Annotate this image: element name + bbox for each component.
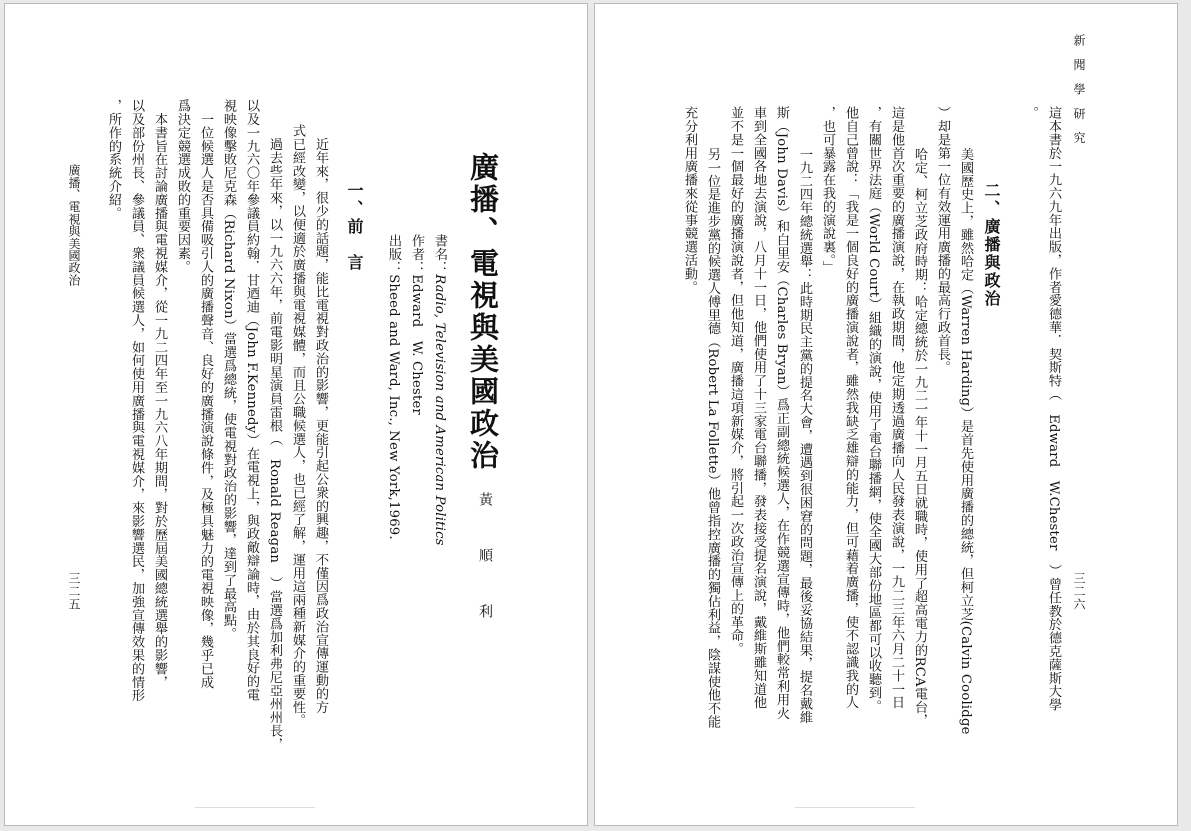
body-line: 哈定、柯立芝政府時期：哈定總統於一九二一年十一月五日就職時，使用了超高電力的RCA電台， xyxy=(912,134,927,727)
body-line: ）却是第一位有效運用廣播的最高行政首長。 xyxy=(935,106,950,374)
book-review-title: 廣播、電視與美國政治 xyxy=(466,152,500,472)
body-line: ，所作的系統介紹。 xyxy=(106,99,121,220)
body-line: 過去些年來，以一九六六年，前電影明星演員雷根（ Ronald Reagan ）當選爲加利弗尼亞州州長， xyxy=(267,124,282,751)
bib-book-title xyxy=(433,234,446,546)
body-line: 近年來，很少的話題，能比電視對政治的影響，更能引起公衆的興趣，不僅因爲政治宣傳運動的方 xyxy=(313,124,328,714)
body-line: 。 xyxy=(1023,106,1038,120)
body-line: ，也可暴露在我的演說裏。」 xyxy=(820,106,835,274)
section-heading-radio-politics: 二、廣播與政治 xyxy=(982,182,1001,308)
body-line: 他自己曾說：「我是一個良好的廣播演說者，雖然我缺乏雄辯的能力，但可藉着廣播，使不認識我的人 xyxy=(843,106,858,709)
body-line: 美國歷史上，雖然哈定（Warren Harding）是首先使用廣播的總統，但柯立芝(Calvin Coolidge xyxy=(958,134,973,735)
section-heading-intro: 一、前 言 xyxy=(345,182,364,272)
body-line: ，有關世界法庭（World Court）組織的演說，使用了電台聯播網，使全國大部份地區都可以收聽到。 xyxy=(866,106,881,713)
body-line: 車到全國各地去演說，八月十一日，他們使用了十三家電台聯播，發表接受提名演說，戴維斯雖知道他 xyxy=(751,106,766,709)
body-line: 以及部份州長、參議員、衆議員候選人，如何使用廣播與電視媒介，來影響選民，加強宣傳效果的情形 xyxy=(129,99,144,702)
bib-author: 作者：Edward W. Chester xyxy=(409,234,424,415)
body-line: 充分利用廣播來從事競選活動。 xyxy=(682,106,697,294)
body-line: 以及一九六〇年參議員約翰．甘迺迪（John F.Kennedy）在電視上，與政敵辯論時，由於其良好的電 xyxy=(244,99,259,702)
body-line: 這是他首次重要的廣播演說，在執政期間，他定期透過廣播向人民發表演說，一九二三年六月二十一日 xyxy=(889,106,904,709)
scan-edge-line xyxy=(195,807,315,808)
body-line: 爲決定競選成敗的重要因素。 xyxy=(175,99,190,274)
body-line: 這本書於一九六九年出版，作者愛德華．契斯特（ Edward W.Chester ）曾任教於德克薩斯大學 xyxy=(1046,106,1061,712)
body-line: 一位候選人是否具備吸引人的廣播聲音、良好的廣播演說條件，及極具魅力的電視映像，幾乎已成 xyxy=(198,99,213,689)
body-line: 式已經改變，以便適於廣播與電視媒體，而且公職候選人，也已經了解，運用這兩種新媒介的重要性。 xyxy=(290,124,305,727)
running-header: 廣播、電視與美國政治 xyxy=(67,164,81,286)
review-author: 黃 順 利 xyxy=(477,492,493,632)
body-line: 另一位是進步黨的候選人傅里德（Robert La Follette）他曾指控廣播的獨佔利益，陰謀使他不能 xyxy=(705,134,720,729)
left-page xyxy=(4,3,588,826)
body-line: 一九二四年總統選舉：此時期民主黨的提名大會，遭遇到很困窘的問題，最後妥協結果，提名戴維 xyxy=(797,134,812,724)
scan-edge-line xyxy=(795,807,915,808)
body-line: 視映像擊敗尼克森（Richard Nixon）當選爲總統，使電視對政治的影響，達到了最高點。 xyxy=(221,99,236,641)
body-line: 斯（John Davis）和白里安（Charles Bryan）爲正副總統候選人，在作競選宣傳時，他們較常利用火 xyxy=(774,106,789,720)
page-number: 三二六 xyxy=(1072,572,1086,611)
right-page xyxy=(594,3,1178,826)
body-line: 本書旨在討論廣播與電視媒介，從一九二四年至一九六八年期間，對於歷屆美國總統選舉的影響， xyxy=(152,99,167,689)
bib-book-prefix: 書名： xyxy=(432,234,447,275)
page-number: 三二五 xyxy=(67,572,81,611)
body-line: 並不是一個最好的廣播演說者，但他知道，廣播這項新媒介，將引起一次政治宣傳上的革命。 xyxy=(728,106,743,656)
bib-publisher: 出版：Sheed and Ward, Inc., New York,1969. xyxy=(386,234,401,540)
running-header: 新 聞 學 研 究 xyxy=(1072,34,1086,144)
bib-book-title-text: Radio, Television and American Politics xyxy=(432,274,447,546)
